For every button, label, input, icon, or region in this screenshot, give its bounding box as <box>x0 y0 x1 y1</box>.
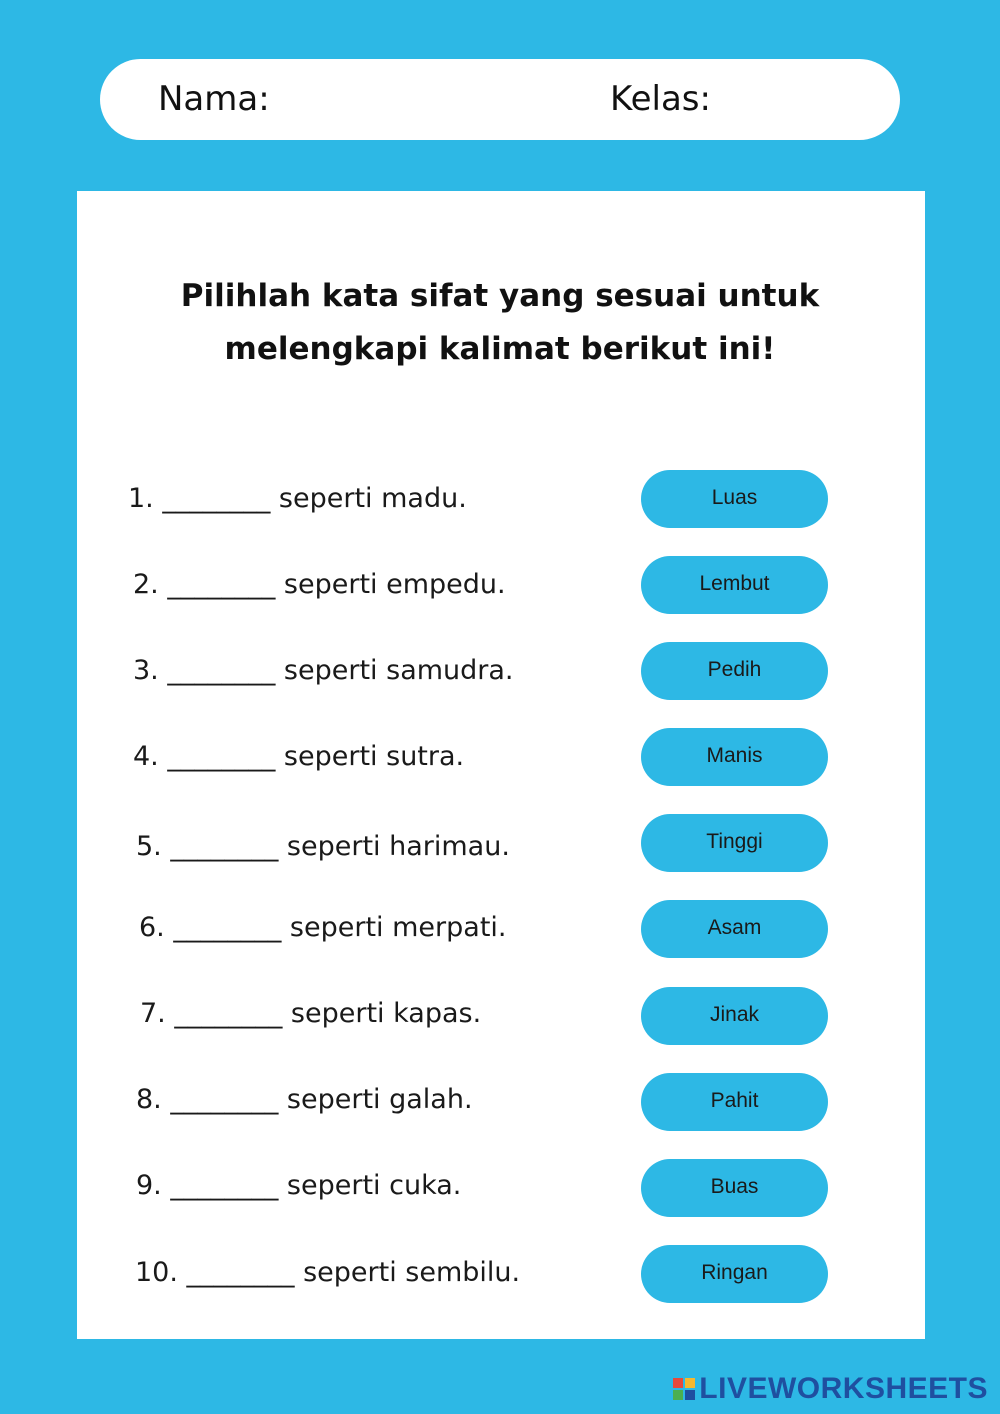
name-class-bar <box>100 59 900 140</box>
instruction-line-1: Pilihlah kata sifat yang sesuai untuk <box>180 278 820 314</box>
question-2: 2. ________ seperti empedu. <box>133 569 506 600</box>
question-6: 6. ________ seperti merpati. <box>139 912 507 943</box>
class-label: Kelas: <box>610 79 711 119</box>
question-8: 8. ________ seperti galah. <box>136 1084 473 1115</box>
option-buas[interactable]: Buas <box>641 1159 828 1217</box>
question-10: 10. ________ seperti sembilu. <box>135 1257 521 1288</box>
liveworksheets-logo-icon <box>673 1378 695 1400</box>
question-9: 9. ________ seperti cuka. <box>136 1170 462 1201</box>
instruction-heading <box>0 270 1000 376</box>
option-luas[interactable]: Luas <box>641 470 828 528</box>
question-4: 4. ________ seperti sutra. <box>133 741 465 772</box>
option-tinggi[interactable]: Tinggi <box>641 814 828 872</box>
option-pahit[interactable]: Pahit <box>641 1073 828 1131</box>
liveworksheets-brand-text: LIVEWORKSHEETS <box>699 1372 988 1405</box>
liveworksheets-logo <box>673 1374 988 1404</box>
question-3: 3. ________ seperti samudra. <box>133 655 514 686</box>
option-pedih[interactable]: Pedih <box>641 642 828 700</box>
question-7: 7. ________ seperti kapas. <box>140 998 482 1029</box>
name-label: Nama: <box>158 79 270 119</box>
option-jinak[interactable]: Jinak <box>641 987 828 1045</box>
instruction-line-2: melengkapi kalimat berikut ini! <box>224 331 776 367</box>
option-asam[interactable]: Asam <box>641 900 828 958</box>
question-5: 5. ________ seperti harimau. <box>136 831 510 862</box>
option-lembut[interactable]: Lembut <box>641 556 828 614</box>
option-manis[interactable]: Manis <box>641 728 828 786</box>
option-ringan[interactable]: Ringan <box>641 1245 828 1303</box>
question-1: 1. ________ seperti madu. <box>128 483 467 514</box>
